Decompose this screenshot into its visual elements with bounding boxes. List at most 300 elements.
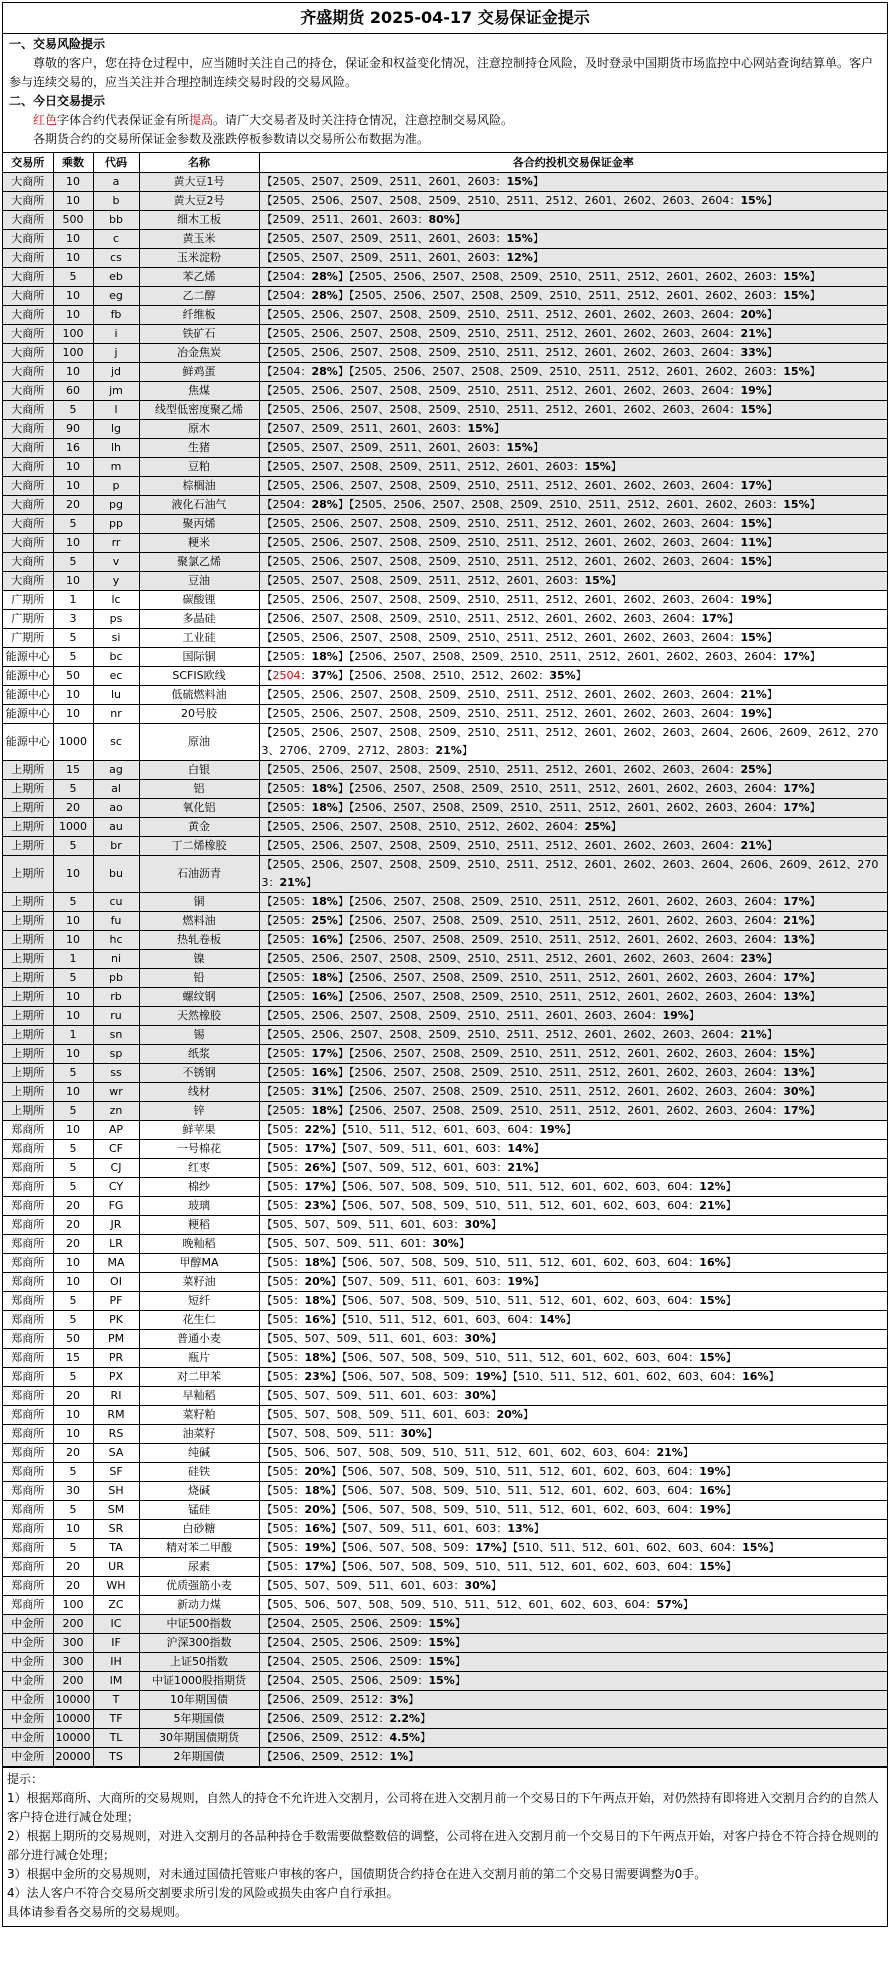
cell-name: 花生仁: [139, 1311, 259, 1330]
cell-exchange: 上期所: [3, 856, 53, 893]
margin-rate-value: 33%: [740, 346, 767, 359]
margin-rate-value: 18%: [311, 782, 338, 795]
tip-item: 2）根据上期所的交易规则，对进入交割月的各品种持仓手数需要做整数倍的调整，公司将在进入交割月前一个交易日的下午两点开始，对客户持仓不符合持仓规则的部分进行减仓处理；: [7, 1829, 879, 1862]
table-row: [3, 724, 887, 761]
cell-name: 尿素: [139, 1558, 259, 1577]
cell-exchange: 郑商所: [3, 1197, 53, 1216]
cell-multiplier: 5: [53, 648, 93, 667]
tip-item: 4）法人客户不符合交易所交割要求所引发的风险或损失由客户自行承担。: [7, 1886, 399, 1900]
margin-rate-value: 21%: [783, 914, 810, 927]
margin-rate-value: 14%: [507, 1142, 534, 1155]
cell-code: ss: [93, 1064, 139, 1083]
table-row: [3, 401, 887, 420]
cell-margin-rate: 【2505、2506、2507、2508、2510、2512、2602、2604：25%】: [259, 818, 887, 837]
cell-exchange: 中金所: [3, 1653, 53, 1672]
margin-rate-value: 15%: [506, 232, 533, 245]
cell-name: 铅: [139, 969, 259, 988]
cell-exchange: 大商所: [3, 401, 53, 420]
cell-margin-rate: 【2505、2506、2507、2508、2509、2510、2511、2512、2601、2602、2603、2604：21%】: [259, 325, 887, 344]
cell-name: 黄玉米: [139, 230, 259, 249]
cell-multiplier: 5: [53, 1292, 93, 1311]
table-row: [3, 1007, 887, 1026]
margin-rate-value: 21%: [435, 744, 462, 757]
table-row: [3, 1729, 887, 1748]
margin-rate-value: 16%: [311, 933, 338, 946]
cell-margin-rate: 【2505、2506、2507、2508、2509、2510、2511、2512、2601、2602、2603、2604：21%】: [259, 1026, 887, 1045]
cell-multiplier: 10: [53, 705, 93, 724]
cell-code: au: [93, 818, 139, 837]
margin-rate-value: 18%: [304, 1256, 331, 1269]
cell-code: i: [93, 325, 139, 344]
cell-exchange: 郑商所: [3, 1520, 53, 1539]
table-row: [3, 1539, 887, 1558]
cell-code: bc: [93, 648, 139, 667]
cell-multiplier: 10000: [53, 1691, 93, 1710]
cell-name: 天然橡胶: [139, 1007, 259, 1026]
cell-name: 原油: [139, 724, 259, 761]
table-row: [3, 458, 887, 477]
cell-exchange: 大商所: [3, 477, 53, 496]
cell-code: lg: [93, 420, 139, 439]
cell-multiplier: 5: [53, 268, 93, 287]
margin-rate-value: 21%: [740, 1028, 767, 1041]
table-row: [3, 780, 887, 799]
cell-margin-rate: 【2506、2509、2512：1%】: [259, 1748, 887, 1767]
cell-multiplier: 20: [53, 1387, 93, 1406]
cell-multiplier: 10: [53, 306, 93, 325]
header-multiplier: 乘数: [53, 153, 93, 173]
cell-exchange: 上期所: [3, 893, 53, 912]
cell-code: b: [93, 192, 139, 211]
cell-margin-rate: 【2505、2506、2507、2508、2509、2510、2511、2512、2601、2602、2603、2604：15%】: [259, 629, 887, 648]
cell-margin-rate: 【2504：28%】【2505、2506、2507、2508、2509、2510、2511、2512、2601、2602、2603：15%】: [259, 287, 887, 306]
cell-name: 瓶片: [139, 1349, 259, 1368]
cell-multiplier: 10: [53, 192, 93, 211]
table-row: [3, 1311, 887, 1330]
cell-multiplier: 60: [53, 382, 93, 401]
margin-rate-value: 23%: [304, 1199, 331, 1212]
cell-multiplier: 5: [53, 1368, 93, 1387]
cell-multiplier: 50: [53, 1330, 93, 1349]
cell-margin-rate: 【2505：25%】【2506、2507、2508、2509、2510、2511、2512、2601、2602、2603、2604：21%】: [259, 912, 887, 931]
cell-exchange: 上期所: [3, 912, 53, 931]
table-row: [3, 1596, 887, 1615]
cell-code: RI: [93, 1387, 139, 1406]
cell-name: 普通小麦: [139, 1330, 259, 1349]
cell-multiplier: 5: [53, 893, 93, 912]
cell-code: sp: [93, 1045, 139, 1064]
cell-code: hc: [93, 931, 139, 950]
page-title: 齐盛期货 2025-04-17 交易保证金提示: [3, 3, 887, 34]
cell-name: 中证1000股指期货: [139, 1672, 259, 1691]
cell-multiplier: 5: [53, 837, 93, 856]
cell-margin-rate: 【507、508、509、511：30%】: [259, 1425, 887, 1444]
cell-code: si: [93, 629, 139, 648]
cell-multiplier: 50: [53, 667, 93, 686]
table-header-row: [3, 153, 887, 173]
cell-name: 白砂糖: [139, 1520, 259, 1539]
margin-rate-value: 23%: [304, 1370, 331, 1383]
table-row: [3, 1045, 887, 1064]
cell-code: SM: [93, 1501, 139, 1520]
cell-multiplier: 1000: [53, 724, 93, 761]
table-row: [3, 1254, 887, 1273]
cell-margin-rate: 【2505、2506、2507、2508、2509、2510、2511、2512、2601、2602、2603、2604：15%】: [259, 515, 887, 534]
cell-multiplier: 5: [53, 1102, 93, 1121]
cell-margin-rate: 【2505、2506、2507、2508、2509、2510、2511、2512、2601、2602、2603、2604：11%】: [259, 534, 887, 553]
tips-heading: 提示：: [7, 1772, 44, 1786]
tip-item: 3）根据中金所的交易规则，对未通过国债托管账户审核的客户，国债期货合约持仓在进入交割月前的第二个交易日需要调整为0手。: [7, 1867, 707, 1881]
margin-rate-value: 13%: [783, 1066, 810, 1079]
cell-name: 丁二烯橡胶: [139, 837, 259, 856]
table-row: [3, 1349, 887, 1368]
margin-rate-value: 14%: [539, 1313, 566, 1326]
cell-name: 多晶硅: [139, 610, 259, 629]
cell-name: 鲜鸡蛋: [139, 363, 259, 382]
margin-notice-document: [2, 2, 888, 1927]
cell-code: SR: [93, 1520, 139, 1539]
cell-code: CY: [93, 1178, 139, 1197]
table-row: [3, 1216, 887, 1235]
margin-rate-value: 17%: [783, 650, 810, 663]
cell-margin-rate: 【2505、2506、2507、2508、2509、2510、2511、2601、2603、2604：19%】: [259, 1007, 887, 1026]
table-row: [3, 477, 887, 496]
table-row: [3, 1482, 887, 1501]
cell-code: IF: [93, 1634, 139, 1653]
margin-rate-value: 13%: [783, 933, 810, 946]
cell-exchange: 郑商所: [3, 1292, 53, 1311]
cell-multiplier: 20: [53, 1235, 93, 1254]
margin-rate-value: 16%: [699, 1256, 726, 1269]
cell-exchange: 郑商所: [3, 1425, 53, 1444]
cell-exchange: 大商所: [3, 249, 53, 268]
cell-name: 纸浆: [139, 1045, 259, 1064]
margin-rate-value: 15%: [783, 270, 810, 283]
margin-rate-value: 12%: [699, 1180, 726, 1193]
table-row: [3, 268, 887, 287]
margin-rate-value: 19%: [304, 1541, 331, 1554]
cell-exchange: 大商所: [3, 439, 53, 458]
cell-multiplier: 300: [53, 1653, 93, 1672]
cell-exchange: 大商所: [3, 173, 53, 192]
cell-margin-rate: 【2505、2506、2507、2508、2509、2510、2511、2512、2601、2602、2603、2604：19%】: [259, 705, 887, 724]
cell-exchange: 大商所: [3, 572, 53, 591]
margin-rate-value: 30%: [464, 1389, 491, 1402]
table-row: [3, 534, 887, 553]
cell-name: 2年期国债: [139, 1748, 259, 1767]
cell-multiplier: 5: [53, 1159, 93, 1178]
cell-name: 5年期国债: [139, 1710, 259, 1729]
margin-rate-value: 25%: [740, 763, 767, 776]
cell-code: m: [93, 458, 139, 477]
margin-rate-value: 15%: [428, 1617, 455, 1630]
margin-rate-value: 19%: [740, 384, 767, 397]
cell-multiplier: 20: [53, 496, 93, 515]
cell-margin-rate: 【505、507、508、509、511、601、603：20%】: [259, 1406, 887, 1425]
margin-rate-value: 15%: [740, 517, 767, 530]
cell-multiplier: 10: [53, 173, 93, 192]
cell-multiplier: 3: [53, 610, 93, 629]
cell-code: wr: [93, 1083, 139, 1102]
cell-code: lc: [93, 591, 139, 610]
cell-exchange: 郑商所: [3, 1387, 53, 1406]
margin-rate-value: 25%: [311, 914, 338, 927]
cell-margin-rate: 【505、507、509、511、601：30%】: [259, 1235, 887, 1254]
cell-code: pg: [93, 496, 139, 515]
cell-margin-rate: 【2505：18%】【2506、2507、2508、2509、2510、2511、2512、2601、2602、2603、2604：17%】: [259, 893, 887, 912]
table-row: [3, 686, 887, 705]
cell-exchange: 郑商所: [3, 1235, 53, 1254]
table-row: [3, 439, 887, 458]
today-paragraph: [9, 111, 881, 130]
cell-multiplier: 10: [53, 230, 93, 249]
cell-margin-rate: 【2506、2509、2512：4.5%】: [259, 1729, 887, 1748]
cell-code: PM: [93, 1330, 139, 1349]
cell-margin-rate: 【505、507、509、511、601、603：30%】: [259, 1387, 887, 1406]
cell-exchange: 上期所: [3, 1026, 53, 1045]
margin-rate-value: 15%: [783, 498, 810, 511]
cell-margin-rate: 【505、507、509、511、601、603：30%】: [259, 1216, 887, 1235]
cell-name: 生猪: [139, 439, 259, 458]
cell-multiplier: 100: [53, 1596, 93, 1615]
cell-exchange: 大商所: [3, 287, 53, 306]
margin-rate-value: 16%: [304, 1313, 331, 1326]
cell-code: TL: [93, 1729, 139, 1748]
cell-multiplier: 10: [53, 363, 93, 382]
cell-exchange: 郑商所: [3, 1463, 53, 1482]
cell-code: T: [93, 1691, 139, 1710]
margin-rate-value: 15%: [584, 460, 611, 473]
cell-code: CF: [93, 1140, 139, 1159]
cell-exchange: 上期所: [3, 1045, 53, 1064]
cell-code: y: [93, 572, 139, 591]
cell-name: 国际铜: [139, 648, 259, 667]
table-row: [3, 211, 887, 230]
cell-name: 石油沥青: [139, 856, 259, 893]
cell-multiplier: 20: [53, 1197, 93, 1216]
margin-rate-value: 15%: [740, 631, 767, 644]
cell-exchange: 大商所: [3, 553, 53, 572]
cell-name: 纯碱: [139, 1444, 259, 1463]
cell-name: 豆粕: [139, 458, 259, 477]
table-row: [3, 1634, 887, 1653]
cell-multiplier: 200: [53, 1672, 93, 1691]
cell-multiplier: 20: [53, 1577, 93, 1596]
margin-rate-value: 18%: [311, 895, 338, 908]
margin-rate-value: 17%: [304, 1142, 331, 1155]
margin-rate-value: 17%: [783, 801, 810, 814]
cell-margin-rate: 【2504、2505、2506、2509：15%】: [259, 1672, 887, 1691]
margin-rate-value: 17%: [475, 1541, 502, 1554]
cell-code: WH: [93, 1577, 139, 1596]
margin-rate-value: 30%: [432, 1237, 459, 1250]
cell-multiplier: 5: [53, 1064, 93, 1083]
cell-margin-rate: 【505：20%】【506、507、508、509、510、511、512、601、602、603、604：19%】: [259, 1463, 887, 1482]
margin-rate-value: 19%: [699, 1503, 726, 1516]
margin-rate-value: 15%: [467, 422, 494, 435]
table-row: [3, 591, 887, 610]
header-code: 代码: [93, 153, 139, 173]
margin-rate-value: 15%: [699, 1351, 726, 1364]
margin-rate-value: 17%: [783, 971, 810, 984]
cell-margin-rate: 【505：17%】【506、507、508、509、510、511、512、601、602、603、604：15%】: [259, 1558, 887, 1577]
cell-exchange: 郑商所: [3, 1254, 53, 1273]
cell-exchange: 大商所: [3, 458, 53, 477]
cell-code: jd: [93, 363, 139, 382]
margin-rate-value: 20%: [496, 1408, 523, 1421]
cell-name: 线材: [139, 1083, 259, 1102]
margin-rate-value: 21%: [699, 1199, 726, 1212]
cell-code: ZC: [93, 1596, 139, 1615]
table-row: [3, 306, 887, 325]
margin-rate-value: 15%: [740, 403, 767, 416]
cell-exchange: 能源中心: [3, 667, 53, 686]
cell-name: 白银: [139, 761, 259, 780]
margin-rate-value: 30%: [464, 1218, 491, 1231]
table-row: [3, 1710, 887, 1729]
cell-multiplier: 10: [53, 1406, 93, 1425]
cell-name: 线型低密度聚乙烯: [139, 401, 259, 420]
cell-multiplier: 5: [53, 553, 93, 572]
table-row: [3, 553, 887, 572]
today-text-end: 。请广大交易者及时关注持仓情况，注意控制交易风险。: [213, 113, 514, 127]
cell-name: 黄大豆1号: [139, 173, 259, 192]
cell-code: sc: [93, 724, 139, 761]
cell-margin-rate: 【2505、2506、2507、2508、2509、2510、2511、2512、2601、2602、2603、2604：25%】: [259, 761, 887, 780]
table-row: [3, 950, 887, 969]
cell-margin-rate: 【505：17%】【507、509、511、601、603：14%】: [259, 1140, 887, 1159]
margin-rate-value: 4.5%: [389, 1731, 420, 1744]
table-row: [3, 1330, 887, 1349]
margin-rate-value: 18%: [304, 1484, 331, 1497]
cell-multiplier: 10: [53, 912, 93, 931]
margin-rate-value: 35%: [549, 669, 576, 682]
margin-rate-value: 18%: [311, 801, 338, 814]
cell-margin-rate: 【505：18%】【506、507、508、509、510、511、512、601、602、603、604：16%】: [259, 1254, 887, 1273]
cell-exchange: 中金所: [3, 1729, 53, 1748]
margin-rate-value: 18%: [311, 650, 338, 663]
table-row: [3, 1577, 887, 1596]
cell-margin-rate: 【505：18%】【506、507、508、509、510、511、512、601、602、603、604：16%】: [259, 1482, 887, 1501]
cell-code: PF: [93, 1292, 139, 1311]
cell-margin-rate: 【2505、2507、2508、2509、2511、2512、2601、2603：15%】: [259, 458, 887, 477]
cell-margin-rate: 【505：20%】【507、509、511、601、603：19%】: [259, 1273, 887, 1292]
cell-name: 一号棉花: [139, 1140, 259, 1159]
cell-code: fu: [93, 912, 139, 931]
cell-exchange: 中金所: [3, 1691, 53, 1710]
margin-rate-value: 15%: [428, 1636, 455, 1649]
table-row: [3, 572, 887, 591]
margin-rate-value: 17%: [701, 612, 728, 625]
margin-rate-value: 30%: [464, 1579, 491, 1592]
cell-multiplier: 20000: [53, 1748, 93, 1767]
cell-code: eg: [93, 287, 139, 306]
cell-margin-rate: 【2505、2506、2507、2508、2509、2510、2511、2512、2601、2602、2603、2604：17%】: [259, 477, 887, 496]
cell-code: br: [93, 837, 139, 856]
margin-rate-value: 1%: [389, 1750, 409, 1763]
margin-rate-value: 17%: [783, 1104, 810, 1117]
cell-margin-rate: 【505、506、507、508、509、510、511、512、601、602、603、604：57%】: [259, 1596, 887, 1615]
margin-rate-value: 20%: [304, 1503, 331, 1516]
cell-multiplier: 5: [53, 629, 93, 648]
cell-exchange: 上期所: [3, 931, 53, 950]
cell-margin-rate: 【2504：28%】【2505、2506、2507、2508、2509、2510、2511、2512、2601、2602、2603：15%】: [259, 363, 887, 382]
cell-name: 螺纹钢: [139, 988, 259, 1007]
cell-code: p: [93, 477, 139, 496]
cell-exchange: 郑商所: [3, 1558, 53, 1577]
cell-margin-rate: 【2505、2507、2509、2511、2601、2603：15%】: [259, 230, 887, 249]
cell-code: zn: [93, 1102, 139, 1121]
cell-multiplier: 16: [53, 439, 93, 458]
table-row: [3, 1653, 887, 1672]
cell-exchange: 郑商所: [3, 1216, 53, 1235]
cell-exchange: 上期所: [3, 988, 53, 1007]
cell-code: IM: [93, 1672, 139, 1691]
margin-rate-value: 17%: [783, 895, 810, 908]
margin-rate-value: 15%: [699, 1294, 726, 1307]
cell-exchange: 郑商所: [3, 1406, 53, 1425]
cell-margin-rate: 【2506、2509、2512：3%】: [259, 1691, 887, 1710]
cell-exchange: 大商所: [3, 192, 53, 211]
cell-multiplier: 5: [53, 780, 93, 799]
cell-name: 早籼稻: [139, 1387, 259, 1406]
cell-name: 燃料油: [139, 912, 259, 931]
margin-rate-value: 20%: [304, 1465, 331, 1478]
table-row: [3, 1368, 887, 1387]
margin-rate-value: 19%: [507, 1275, 534, 1288]
section-heading-risk: 一、交易风险提示: [9, 37, 106, 51]
cell-multiplier: 10: [53, 1520, 93, 1539]
cell-margin-rate: 【2505、2506、2507、2508、2509、2510、2511、2512、2601、2602、2603、2604：33%】: [259, 344, 887, 363]
margin-rate-value: 18%: [304, 1351, 331, 1364]
table-row: [3, 249, 887, 268]
exchange-data-note: 各期货合约的交易所保证金参数及涨跌停板参数请以交易所公布数据为准。: [33, 132, 430, 146]
cell-margin-rate: 【505：16%】【510、511、512、601、603、604：14%】: [259, 1311, 887, 1330]
cell-exchange: 能源中心: [3, 724, 53, 761]
cell-code: l: [93, 401, 139, 420]
margin-rate-value: 17%: [311, 1047, 338, 1060]
margin-rate-value: 15%: [783, 1047, 810, 1060]
cell-multiplier: 10: [53, 287, 93, 306]
raised-contract: 2504: [272, 669, 301, 682]
cell-margin-rate: 【2505：18%】【2506、2507、2508、2509、2510、2511、2512、2601、2602、2603、2604：17%】: [259, 1102, 887, 1121]
cell-exchange: 上期所: [3, 780, 53, 799]
cell-margin-rate: 【2505、2506、2507、2508、2509、2510、2511、2512、2601、2602、2603、2604：15%】: [259, 401, 887, 420]
cell-margin-rate: 【2505、2506、2507、2508、2509、2510、2511、2512、2601、2602、2603、2604、2606、2609、2612、2703、2706、2709、2712、2803：21%】: [259, 724, 887, 761]
table-row: [3, 629, 887, 648]
margin-table: [3, 153, 887, 1767]
cell-margin-rate: 【2505：18%】【2506、2507、2508、2509、2510、2511、2512、2601、2602、2603、2604：17%】: [259, 780, 887, 799]
cell-multiplier: 10: [53, 1273, 93, 1292]
cell-name: 原木: [139, 420, 259, 439]
cell-code: MA: [93, 1254, 139, 1273]
cell-code: PK: [93, 1311, 139, 1330]
cell-name: 锡: [139, 1026, 259, 1045]
margin-rate-value: 15%: [783, 289, 810, 302]
table-row: [3, 610, 887, 629]
cell-name: 工业硅: [139, 629, 259, 648]
header-exchange: 交易所: [3, 153, 53, 173]
margin-rate-value: 28%: [311, 365, 338, 378]
margin-rate-value: 15%: [506, 175, 533, 188]
cell-exchange: 上期所: [3, 1064, 53, 1083]
table-row: [3, 1520, 887, 1539]
cell-exchange: 郑商所: [3, 1501, 53, 1520]
cell-name: 冶金焦炭: [139, 344, 259, 363]
cell-exchange: 能源中心: [3, 705, 53, 724]
margin-rate-value: 15%: [740, 194, 767, 207]
cell-exchange: 郑商所: [3, 1368, 53, 1387]
